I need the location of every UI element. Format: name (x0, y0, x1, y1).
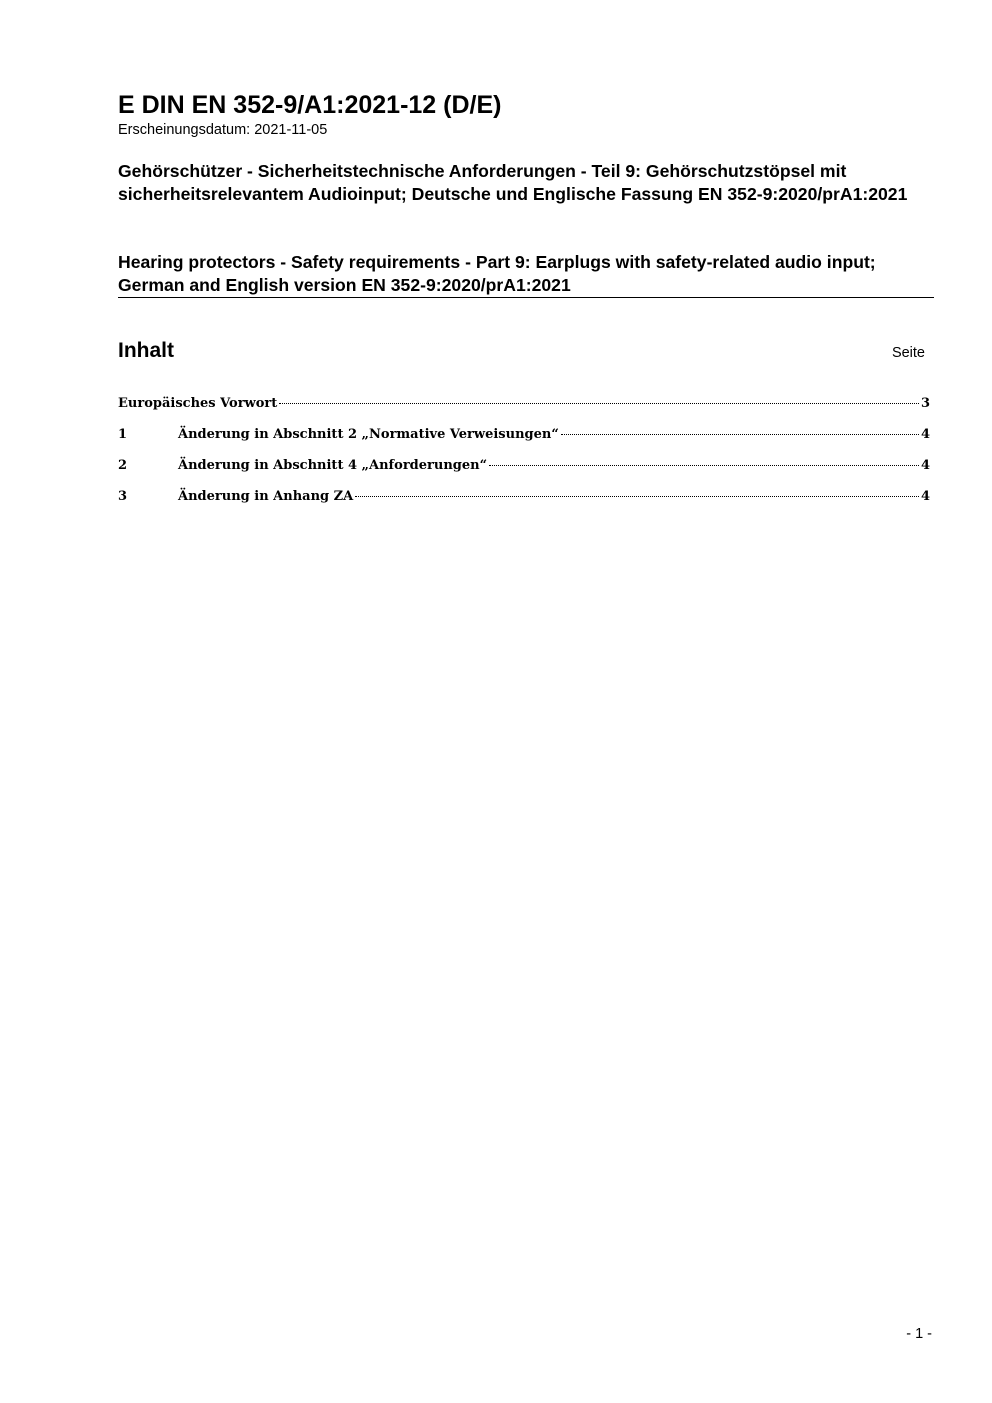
toc-entry-foreword[interactable] (118, 394, 930, 414)
toc-dot-leader (355, 496, 919, 497)
toc-entry-text[interactable]: Änderung in Abschnitt 2 „Normative Verweisungen“ (178, 427, 559, 442)
toc-entry-text[interactable]: Änderung in Abschnitt 4 „Anforderungen“ (178, 458, 488, 473)
table-of-contents (118, 394, 930, 518)
toc-entry-number: 2 (118, 458, 128, 473)
toc-entry-number: 1 (118, 427, 128, 442)
toc-dot-leader (561, 434, 919, 435)
document-id: E DIN EN 352-9/A1:2021-12 (D/E) (118, 91, 502, 119)
page-number: - 1 - (906, 1326, 932, 1342)
toc-dot-leader (489, 465, 919, 466)
publication-date: Erscheinungsdatum: 2021-11-05 (118, 122, 328, 138)
document-title-english: Hearing protectors - Safety requirements - Part 9: Earplugs with safety-related audio input; German and English version EN 352-9:2020/prA1:2021 (118, 252, 876, 295)
toc-heading: Inhalt (118, 339, 174, 362)
toc-entry-page: 4 (920, 458, 930, 473)
toc-entry-text[interactable]: Änderung in Anhang ZA (178, 489, 354, 504)
document-title-german: Gehörschützer - Sicherheitstechnische Anforderungen - Teil 9: Gehörschutzstöpsel mit sicherheitsrelevantem Audioinput; Deutsche und Englische Fassung EN 352-9:2020/prA1:2021 (118, 161, 908, 204)
toc-entry-text[interactable]: Europäisches Vorwort (118, 396, 278, 411)
toc-entry-2[interactable] (118, 456, 930, 476)
toc-page-column-label: Seite (891, 345, 925, 361)
toc-entry-page: 4 (920, 427, 930, 442)
toc-entry-number: 3 (118, 489, 128, 504)
toc-entry-page: 3 (920, 396, 930, 411)
toc-entry-1[interactable] (118, 425, 930, 445)
toc-entry-page: 4 (920, 489, 930, 504)
toc-dot-leader (279, 403, 919, 404)
title-divider (118, 297, 934, 298)
toc-entry-3[interactable] (118, 487, 930, 507)
